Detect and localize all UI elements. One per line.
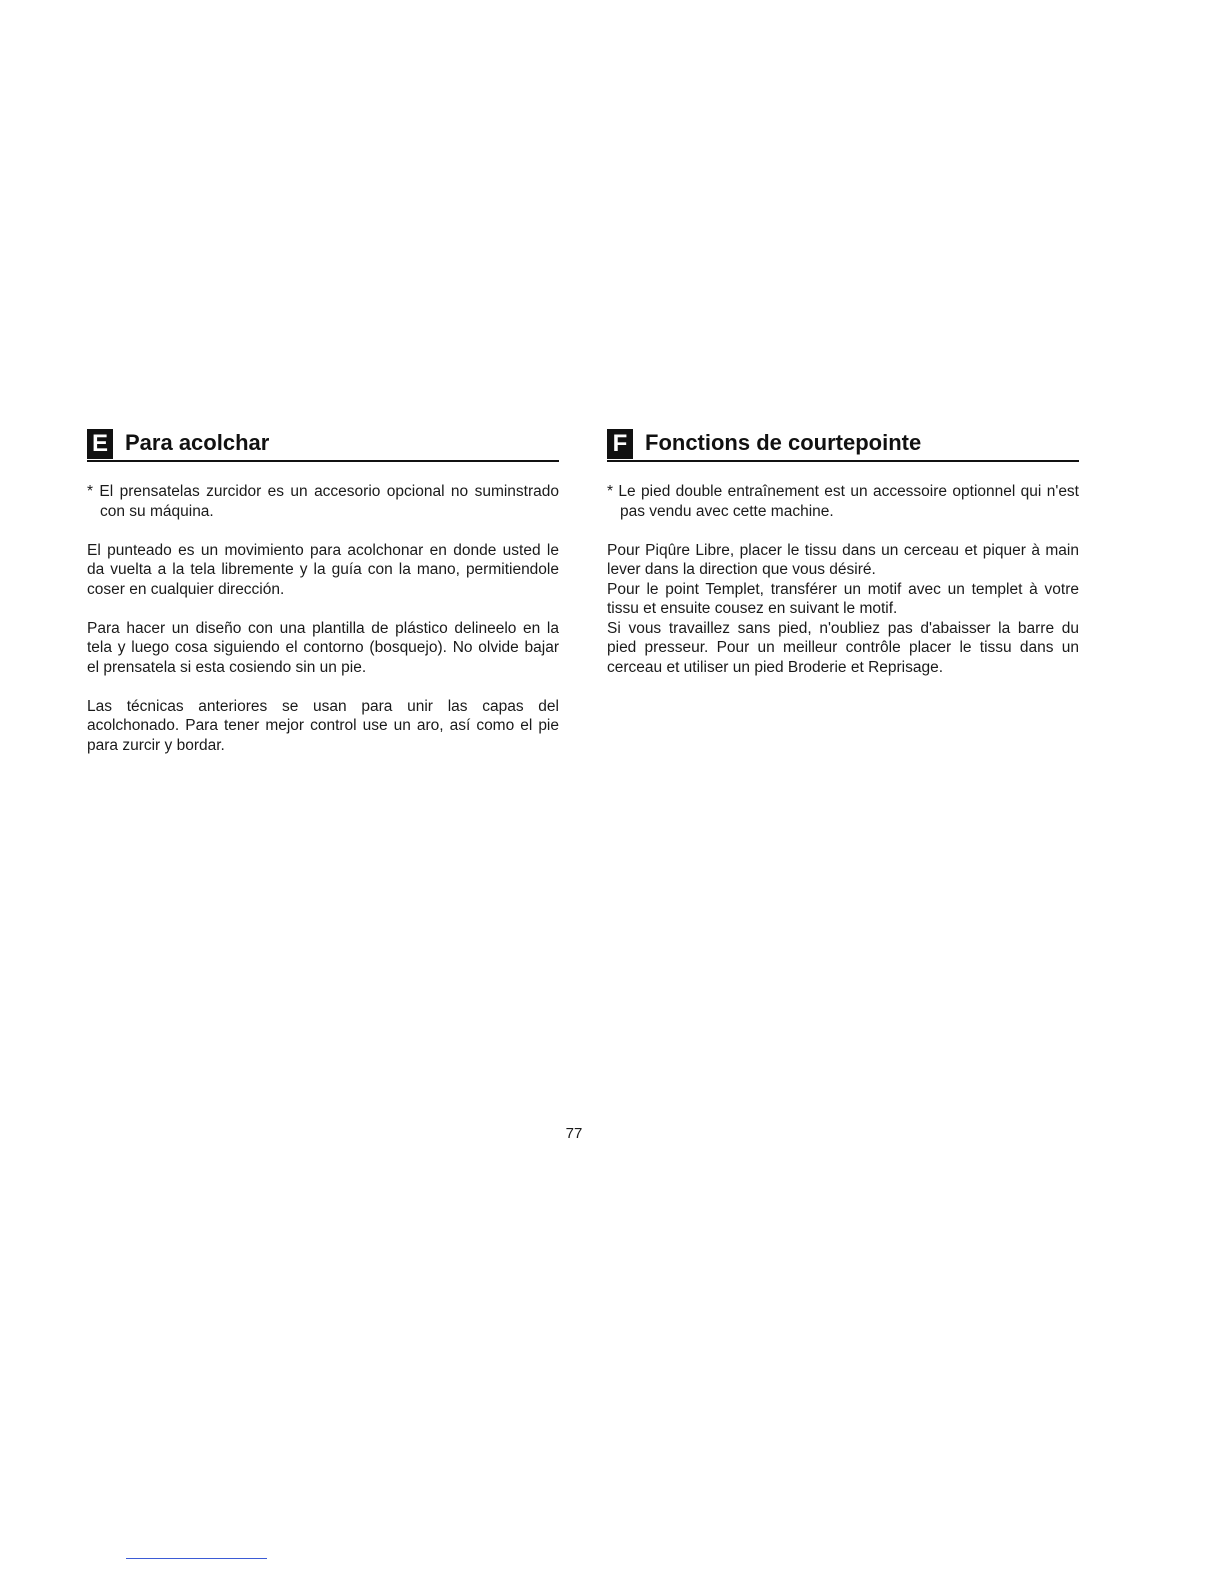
french-section-title: Fonctions de courtepointe <box>645 430 922 455</box>
french-section-body <box>607 482 1079 677</box>
french-paragraph-1: Pour Piqûre Libre, placer le tissu dans un cerceau et piquer à main lever dans la direction que vous désiré. <box>607 541 1079 578</box>
spanish-paragraph-1: El punteado es un movimiento para acolchonar en donde usted le da vuelta a la tela libremente y la guía con la mano, permitiendole coser en cualquier dirección. <box>87 541 559 598</box>
language-badge-e: E <box>87 429 113 459</box>
spanish-accessory-note: * El prensatelas zurcidor es un accesorio opcional no suminstrado con su máquina. <box>87 483 559 520</box>
spanish-section-body <box>87 482 559 755</box>
spanish-section-title: Para acolchar <box>125 430 270 455</box>
french-section-header <box>607 426 1079 462</box>
spanish-paragraph-2: Para hacer un diseño con una plantilla de plástico delineelo en la tela y luego cosa siguiendo el contorno (bosquejo). No olvide bajar el prensatela si esta cosiendo sin un pie. <box>87 619 559 676</box>
french-section <box>607 426 1079 677</box>
spanish-section-header <box>87 426 559 462</box>
french-paragraph-2: Pour le point Templet, transférer un motif avec un templet à votre tissu et ensuite cousez en suivant le motif. <box>607 580 1079 617</box>
french-paragraph-3: Si vous travaillez sans pied, n'oubliez pas d'abaisser la barre du pied presseur. Pour un meilleur contrôle placer le tissu dans un cerceau et utiliser un pied Broderie et Reprisage. <box>607 619 1079 676</box>
spanish-paragraph-3: Las técnicas anteriores se usan para unir las capas del acolchonado. Para tener mejor control use un aro, así como el pie para zurcir y bordar. <box>87 697 559 754</box>
page-number: 77 <box>565 1125 583 1142</box>
spanish-section <box>87 426 559 775</box>
language-badge-f: F <box>607 429 633 459</box>
footer-link-underline <box>126 1558 267 1559</box>
french-accessory-note: * Le pied double entraînement est un accessoire optionnel qui n'est pas vendu avec cette machine. <box>607 483 1079 520</box>
